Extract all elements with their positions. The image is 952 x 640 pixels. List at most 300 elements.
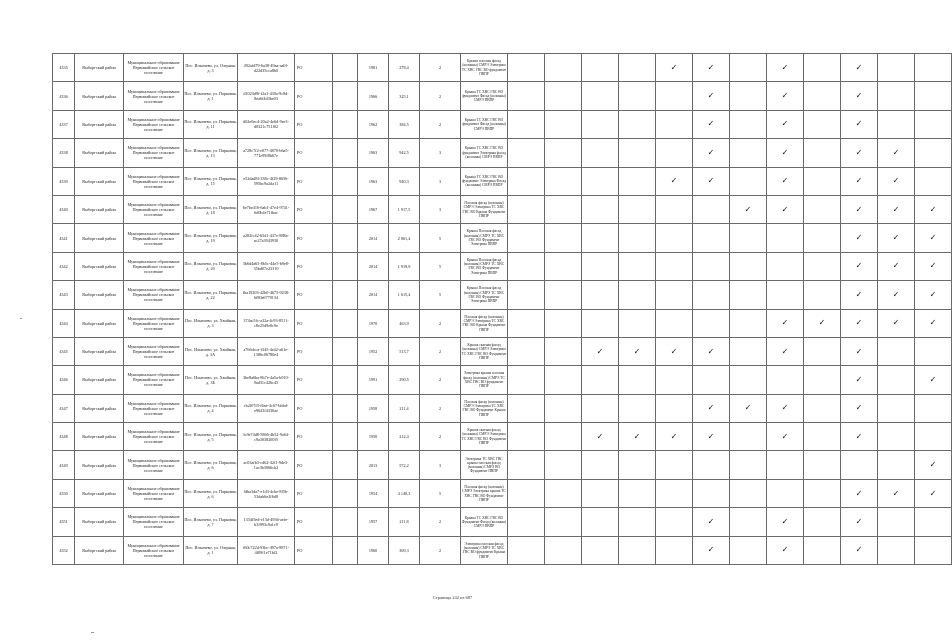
total-area: 278,4 [389, 54, 420, 82]
row-number: 4344 [53, 309, 75, 337]
fund-form: РО [295, 508, 333, 536]
check-cell [804, 394, 841, 422]
check-cell [619, 110, 656, 138]
check-cell [841, 139, 878, 167]
check-cell [656, 536, 693, 564]
check-cell [767, 252, 804, 280]
check-cell [508, 508, 545, 536]
table-row [53, 366, 952, 394]
check-cell [730, 394, 767, 422]
check-cell [582, 139, 619, 167]
total-area: 940,3 [389, 167, 420, 195]
work-types: Плоская фасад (колонны) СМРЭ Электрика ТС ХВС ГВС ВО Фундамент Крыша ПВПР [461, 394, 508, 422]
table-row [53, 479, 952, 507]
fund-form: РО [295, 252, 333, 280]
checkmark-icon: ✓ [855, 545, 863, 555]
address: Пос. Ильичево, ул. Парковая, д. 6 [184, 479, 238, 507]
checkmark-icon: ✓ [855, 488, 863, 498]
table-row [53, 252, 952, 280]
check-cell [693, 110, 730, 138]
check-cell [878, 54, 915, 82]
checkmark-icon: ✓ [596, 431, 604, 441]
work-types: Крыша ТС ХВС ГВС ВО фундамент Фасад (колонны) СМРЭ ПВПР [461, 82, 508, 110]
municipality: Муниципальное образование Первомайское сельское поселение [124, 508, 184, 536]
check-cell [693, 536, 730, 564]
check-cell [730, 536, 767, 564]
checkmark-icon: ✓ [855, 176, 863, 186]
check-cell [619, 252, 656, 280]
check-cell [619, 508, 656, 536]
check-cell [730, 224, 767, 252]
check-cell [841, 394, 878, 422]
address: Пос. Ильичево, ул. Озерная, д. 1 [184, 536, 238, 564]
total-area: 1 917,5 [389, 195, 420, 223]
check-cell [619, 479, 656, 507]
checkmark-icon: ✓ [707, 346, 715, 356]
house-guid: 3b6d4a63-8b5c-44e5-b9e8-35bd07e23310 [238, 252, 295, 280]
checkmark-icon: ✓ [929, 460, 937, 470]
check-cell [730, 110, 767, 138]
house-guid: e52dad8f-338c-4f29-8656-595bc9a2da11 [238, 167, 295, 195]
district: Выборгский район [75, 195, 124, 223]
checkmark-icon: ✓ [892, 289, 900, 299]
blank-cell [333, 110, 358, 138]
district: Выборгский район [75, 394, 124, 422]
check-cell [767, 281, 804, 309]
checkmark-icon: ✓ [670, 346, 678, 356]
check-cell [656, 366, 693, 394]
check-cell [508, 309, 545, 337]
check-cell [730, 195, 767, 223]
check-cell [767, 195, 804, 223]
check-cell [656, 281, 693, 309]
municipality: Муниципальное образование Первомайское сельское поселение [124, 536, 184, 564]
work-types: Крыша Плоская фасад (колонны) СМРЭ ТС ХВС ГВС ВО Фундамент Электрика ПВПР [461, 281, 508, 309]
check-cell [730, 82, 767, 110]
check-cell [693, 252, 730, 280]
checkmark-icon: ✓ [670, 431, 678, 441]
check-cell [545, 536, 582, 564]
address: Пос. Ильичево, ул. Парковая, д. 18 [184, 195, 238, 223]
municipality: Муниципальное образование Первомайское сельское поселение [124, 82, 184, 110]
check-cell [878, 337, 915, 365]
check-cell [804, 252, 841, 280]
check-cell [804, 479, 841, 507]
check-cell [804, 309, 841, 337]
row-number: 4340 [53, 195, 75, 223]
checkmark-icon: ✓ [744, 204, 752, 214]
address: Пос. Ильичево, ул. Парковая, д. 15 [184, 167, 238, 195]
check-cell [804, 337, 841, 365]
checkmark-icon: ✓ [929, 204, 937, 214]
total-area: 290,5 [389, 366, 420, 394]
floor-count: 2 [420, 366, 461, 394]
check-cell [619, 167, 656, 195]
checkmark-icon: ✓ [855, 318, 863, 328]
work-types: Плоская фасад (колонны) СМРЭ Электрика крыша ТС ХВС ГВС ВО Фундамент ПВПР [461, 479, 508, 507]
checkmark-icon: ✓ [855, 346, 863, 356]
blank-cell [333, 167, 358, 195]
fund-form: РО [295, 224, 333, 252]
total-area: 384,5 [389, 110, 420, 138]
address: Пос. Ильичево, ул. Парковая, д. 22 [184, 281, 238, 309]
check-cell [619, 423, 656, 451]
floor-count: 5 [420, 479, 461, 507]
check-cell [915, 281, 952, 309]
check-cell [878, 224, 915, 252]
floor-count: 2 [420, 423, 461, 451]
check-cell [730, 337, 767, 365]
check-cell [619, 82, 656, 110]
checkmark-icon: ✓ [929, 374, 937, 384]
house-guid: cb2f07f3-f6ae-4c67-bbbd-e9643f4330ae [238, 394, 295, 422]
check-cell [582, 224, 619, 252]
check-cell [545, 54, 582, 82]
check-cell [545, 281, 582, 309]
checkmark-icon: ✓ [855, 233, 863, 243]
district: Выборгский район [75, 451, 124, 479]
check-cell [878, 82, 915, 110]
total-area: 211,4 [389, 394, 420, 422]
check-cell [804, 224, 841, 252]
checkmark-icon: ✓ [892, 147, 900, 157]
checkmark-icon: ✓ [781, 119, 789, 129]
checkmark-icon: ✓ [892, 233, 900, 243]
municipality: Муниципальное образование Первомайское сельское поселение [124, 54, 184, 82]
check-cell [730, 252, 767, 280]
build-year: 1963 [358, 139, 389, 167]
check-cell [545, 394, 582, 422]
check-cell [767, 479, 804, 507]
table-row [53, 337, 952, 365]
floor-count: 2 [420, 536, 461, 564]
floor-count: 3 [420, 451, 461, 479]
table-row [53, 139, 952, 167]
check-cell [545, 309, 582, 337]
check-cell [619, 536, 656, 564]
check-cell [841, 110, 878, 138]
check-cell [582, 536, 619, 564]
checkmark-icon: ✓ [781, 318, 789, 328]
check-cell [693, 366, 730, 394]
house-guid: f60c722d-93bc-497a-8871-4f09f1e71bf2 [238, 536, 295, 564]
check-cell [841, 195, 878, 223]
fund-form: РО [295, 82, 333, 110]
address: Пос. Ильичево, ул. Парковая, д. 4 [184, 394, 238, 422]
check-cell [582, 281, 619, 309]
address: Пос. Ильичево, ул. Парковая, д. 6 [184, 451, 238, 479]
check-cell [545, 224, 582, 252]
district: Выборгский район [75, 337, 124, 365]
district: Выборгский район [75, 167, 124, 195]
table-row [53, 536, 952, 564]
checkmark-icon: ✓ [855, 119, 863, 129]
check-cell [730, 309, 767, 337]
fund-form: РО [295, 110, 333, 138]
build-year: 1962 [358, 110, 389, 138]
check-cell [619, 366, 656, 394]
fund-form: РО [295, 423, 333, 451]
checkmark-icon: ✓ [855, 516, 863, 526]
check-cell [804, 110, 841, 138]
check-cell [656, 167, 693, 195]
check-cell [508, 110, 545, 138]
municipality: Муниципальное образование Первомайское сельское поселение [124, 423, 184, 451]
municipality: Муниципальное образование Первомайское сельское поселение [124, 366, 184, 394]
check-cell [804, 451, 841, 479]
checkmark-icon: ✓ [781, 403, 789, 413]
check-cell [841, 536, 878, 564]
work-types: Плоская фасад (колонны) СМРЭ Электрика ТС ХВС ГВС ВО Крыша Фундамент ПВПР [461, 195, 508, 223]
blank-cell [333, 366, 358, 394]
fund-form: РО [295, 366, 333, 394]
check-cell [545, 423, 582, 451]
check-cell [582, 252, 619, 280]
municipality: Муниципальное образование Первомайское сельское поселение [124, 479, 184, 507]
district: Выборгский район [75, 110, 124, 138]
blank-cell [333, 479, 358, 507]
table-row [53, 309, 952, 337]
check-cell [582, 110, 619, 138]
house-guid: 3c9e74d8-5866-4b52-9a64-c9a3038260f5 [238, 423, 295, 451]
district: Выборгский район [75, 54, 124, 82]
district: Выборгский район [75, 479, 124, 507]
check-cell [915, 139, 952, 167]
check-cell [508, 536, 545, 564]
check-cell [767, 536, 804, 564]
check-cell [878, 252, 915, 280]
check-cell [582, 337, 619, 365]
row-number: 4349 [53, 451, 75, 479]
check-cell [545, 195, 582, 223]
check-cell [915, 252, 952, 280]
build-year: 1950 [358, 423, 389, 451]
table-row [53, 281, 952, 309]
build-year: 1960 [358, 536, 389, 564]
check-cell [841, 224, 878, 252]
table-row [53, 423, 952, 451]
municipality: Муниципальное образование Первомайское сельское поселение [124, 167, 184, 195]
address: Пос. Ильичево, ул. Парковая, д. 5 [184, 423, 238, 451]
check-cell [730, 423, 767, 451]
district: Выборгский район [75, 82, 124, 110]
table-row [53, 54, 952, 82]
checkmark-icon: ✓ [707, 403, 715, 413]
district: Выборгский район [75, 224, 124, 252]
blank-cell [333, 281, 358, 309]
work-types: Крыша Плоская фасад (колонны) СМРЭ ТС ХВС ГВС ВО Фундамент Электрика ПВПР [461, 252, 508, 280]
check-cell [656, 54, 693, 82]
check-cell [545, 167, 582, 195]
check-cell [915, 54, 952, 82]
check-cell [804, 54, 841, 82]
checkmark-icon: ✓ [855, 431, 863, 441]
check-cell [915, 110, 952, 138]
check-cell [841, 167, 878, 195]
check-cell [841, 366, 878, 394]
checkmark-icon: ✓ [781, 545, 789, 555]
checkmark-icon: ✓ [855, 289, 863, 299]
work-types: Крыша ТС ХВС ГВС ВО фундамент Фасад (колонны) СМРЭ ПВПР [461, 110, 508, 138]
check-cell [582, 54, 619, 82]
fund-form: РО [295, 139, 333, 167]
check-cell [656, 508, 693, 536]
check-cell [804, 366, 841, 394]
fund-form: РО [295, 394, 333, 422]
check-cell [767, 309, 804, 337]
row-number: 4335 [53, 54, 75, 82]
build-year: 2014 [358, 224, 389, 252]
check-cell [693, 394, 730, 422]
check-cell [841, 309, 878, 337]
table-row [53, 167, 952, 195]
house-guid: a728c7f2-e077-4870-b6a5-771e99f8b67e [238, 139, 295, 167]
check-cell [915, 224, 952, 252]
check-cell [767, 366, 804, 394]
row-number: 4352 [53, 536, 75, 564]
blank-cell [333, 394, 358, 422]
checkmark-icon: ✓ [707, 545, 715, 555]
blank-cell [333, 224, 358, 252]
check-cell [619, 54, 656, 82]
check-cell [841, 337, 878, 365]
check-cell [693, 54, 730, 82]
check-cell [508, 423, 545, 451]
district: Выборгский район [75, 536, 124, 564]
check-cell [693, 82, 730, 110]
check-cell [619, 451, 656, 479]
house-guid: 492afd79-6a38-49aa-aa0f-d22d35cca8b0 [238, 54, 295, 82]
check-cell [508, 337, 545, 365]
check-cell [619, 195, 656, 223]
check-cell [841, 54, 878, 82]
check-cell [915, 451, 952, 479]
check-cell [693, 337, 730, 365]
check-cell [878, 536, 915, 564]
check-cell [582, 195, 619, 223]
total-area: 1 615,4 [389, 281, 420, 309]
municipality: Муниципальное образование Первомайское сельское поселение [124, 451, 184, 479]
check-cell [656, 224, 693, 252]
municipality: Муниципальное образование Первомайское сельское поселение [124, 195, 184, 223]
checkmark-icon: ✓ [892, 261, 900, 271]
table-row [53, 451, 952, 479]
check-cell [915, 82, 952, 110]
total-area: 211,8 [389, 508, 420, 536]
check-cell [508, 451, 545, 479]
district: Выборгский район [75, 281, 124, 309]
work-types: Электрика ТС ХВС ГВС крыша плоская фасад (колонны) СМРЭ ВО Фундамент ПВПР [461, 451, 508, 479]
floor-count: 3 [420, 195, 461, 223]
address: Пос. Ильичево, ул. Парковая, д. 13 [184, 139, 238, 167]
check-cell [915, 536, 952, 564]
build-year: 1970 [358, 309, 389, 337]
row-number: 4339 [53, 167, 75, 195]
check-cell [915, 195, 952, 223]
check-cell [915, 423, 952, 451]
check-cell [841, 423, 878, 451]
check-cell [804, 82, 841, 110]
check-cell [915, 394, 952, 422]
check-cell [545, 451, 582, 479]
fund-form: РО [295, 167, 333, 195]
build-year: 1967 [358, 195, 389, 223]
total-area: 325,1 [389, 82, 420, 110]
checkmark-icon: ✓ [707, 62, 715, 72]
check-cell [545, 366, 582, 394]
blank-cell [333, 195, 358, 223]
row-number: 4350 [53, 479, 75, 507]
checkmark-icon: ✓ [855, 62, 863, 72]
checkmark-icon: ✓ [781, 147, 789, 157]
floor-count: 5 [420, 224, 461, 252]
check-cell [582, 423, 619, 451]
check-cell [582, 309, 619, 337]
check-cell [730, 139, 767, 167]
row-number: 4343 [53, 281, 75, 309]
checkmark-icon: ✓ [929, 318, 937, 328]
work-types: Крыша ТС ХВС ГВС ВО фундамент Электрика фасад (колонны) СМРЭ ПВПР [461, 139, 508, 167]
row-number: 4351 [53, 508, 75, 536]
floor-count: 2 [420, 309, 461, 337]
check-cell [730, 479, 767, 507]
house-guid: ac03afb3-cd62-42f1-9de3-1ac3b3066cb2 [238, 451, 295, 479]
check-cell [878, 394, 915, 422]
check-cell [508, 224, 545, 252]
floor-count: 2 [420, 508, 461, 536]
check-cell [545, 508, 582, 536]
checkmark-icon: ✓ [781, 204, 789, 214]
total-area: 463,9 [389, 309, 420, 337]
check-cell [804, 536, 841, 564]
blank-cell [333, 423, 358, 451]
check-cell [878, 195, 915, 223]
checkmark-icon: ✓ [892, 176, 900, 186]
address: Пос. Ильичево, ул. Парковая, д. 20 [184, 252, 238, 280]
total-area: 2 061,4 [389, 224, 420, 252]
check-cell [656, 252, 693, 280]
checkmark-icon: ✓ [781, 431, 789, 441]
checkmark-icon: ✓ [781, 176, 789, 186]
check-cell [878, 110, 915, 138]
check-cell [804, 281, 841, 309]
checkmark-icon: ✓ [855, 374, 863, 384]
address: Пос. Ильичево, ул. Парковая, д. 7 [184, 508, 238, 536]
check-cell [693, 479, 730, 507]
work-types: Электрика крыша плоская фасад (колонны) СМРЭ ТС ХВС ГВС ВО фундамент ПВПР [461, 366, 508, 394]
total-area: 369,3 [389, 536, 420, 564]
check-cell [582, 167, 619, 195]
checkmark-icon: ✓ [892, 318, 900, 328]
blank-cell [333, 508, 358, 536]
house-guid: d1023d9f-f2a1-430a-9c8d-8ea6f4d3be03 [238, 82, 295, 110]
floor-count: 3 [420, 167, 461, 195]
checkmark-icon: ✓ [818, 318, 826, 328]
table-row [53, 195, 952, 223]
checkmark-icon: ✓ [855, 204, 863, 214]
row-number: 4338 [53, 139, 75, 167]
check-cell [545, 479, 582, 507]
row-number: 4346 [53, 366, 75, 394]
check-cell [508, 281, 545, 309]
blank-cell [333, 252, 358, 280]
floor-count: 2 [420, 82, 461, 110]
check-cell [767, 54, 804, 82]
check-cell [508, 139, 545, 167]
municipality: Муниципальное образование Первомайское сельское поселение [124, 337, 184, 365]
total-area: 513,7 [389, 337, 420, 365]
register-table [52, 53, 952, 565]
